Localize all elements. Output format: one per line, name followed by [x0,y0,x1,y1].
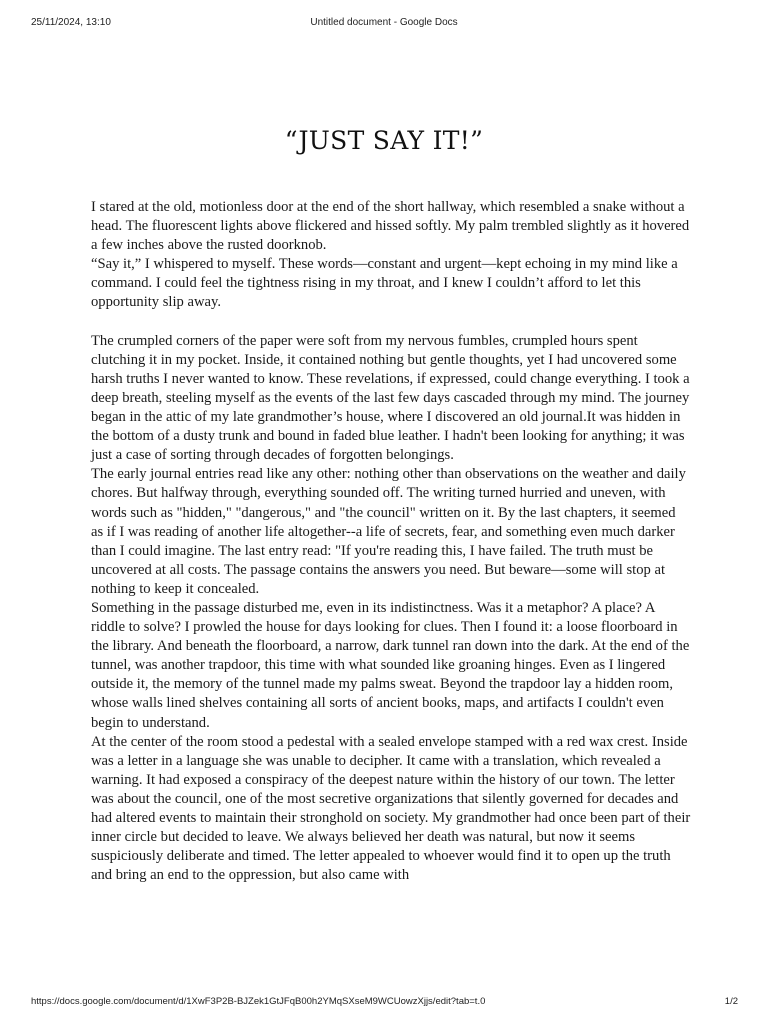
print-document-title: Untitled document - Google Docs [310,17,458,28]
paragraph-6: At the center of the room stood a pedestal with a sealed envelope stamped with a red wax crest. Inside was a letter in a language she was unable to decipher. It came with a translation, which revealed a warning. It had exposed a conspiracy of the deepest nature within the history of our town. The letter was about the council, one of the most secretive organizations that silently governed for decades and had altered events to maintain their stronghold on society. My grandmother had once been part of their inner circle but decided to leave. We always believed her death was natural, but now it seems suspiciously deliberate and timed. The letter appealed to whoever would find it to open up the truth and bring an end to the oppression, but also came with [91,733,691,884]
paragraph-1: I stared at the old, motionless door at the end of the short hallway, which resembled a snake without a head. The fluorescent lights above flickered and hissed softly. My palm trembled slightly as it hovered a few inches above the rusted doorknob. [91,199,690,254]
document-heading: “JUST SAY IT!” [284,126,484,155]
paragraph-4: The early journal entries read like any other: nothing other than observations on the weather and daily chores. But halfway through, everything sounded off. The writing turned hurried and uneven, with words such as "hidden," "dangerous," and "the council" written on it. By the last chapters, it seemed as if I was reading of another life altogether--a life of secrets, fear, and something even much darker than I could imagine. The last entry read: "If you're reading this, I have failed. The truth must be uncovered at all costs. The passage contains the answers you need. But beware—some will stop at nothing to keep it concealed. [91,466,686,597]
page-number: 1/2 [724,996,738,1007]
print-footer [0,996,768,1010]
paragraph-3: The crumpled corners of the paper were soft from my nervous fumbles, crumpled hours spent clutching it in my pocket. Inside, it contained nothing but gentle thoughts, yet I had uncovered some harsh truths I never wanted to know. These revelations, if expressed, could change everything. I took a deep breath, steeling myself as the events of the last few days cascaded through my mind. The journey began in the attic of my late grandmother’s house, where I discovered an old journal.It was hidden in the bottom of a dusty trunk and bound in faded blue leather. I hadn't been looking for anything; it was just a case of sorting through decades of forgotten belongings. [91,332,690,464]
print-header [0,17,768,31]
document-body [91,198,691,885]
print-url: https://docs.google.com/document/d/1XwF3P2B-BJZek1GtJFqB00h2YMqSXseM9WCUowzXjjs/edit?tab=t.0 [31,996,486,1007]
paragraph-2: “Say it,” I whispered to myself. These words—constant and urgent—kept echoing in my mind like a command. I could feel the tightness rising in my throat, and I knew I couldn’t afford to let this opportunity slip away. [91,256,678,311]
print-timestamp: 25/11/2024, 13:10 [31,17,111,28]
paragraph-5: Something in the passage disturbed me, even in its indistinctness. Was it a metaphor? A place? A riddle to solve? I prowled the house for days looking for clues. Then I found it: a loose floorboard in the library. And beneath the floorboard, a narrow, dark tunnel ran down into the dark. At the end of the tunnel, was another trapdoor, this time with what sounded like groaning hinges. Even as I lingered outside it, the memory of the tunnel made my palms sweat. Beyond the trapdoor lay a hidden room, whose walls lined shelves containing all sorts of ancient books, maps, and artifacts I couldn't even begin to understand. [91,599,690,731]
